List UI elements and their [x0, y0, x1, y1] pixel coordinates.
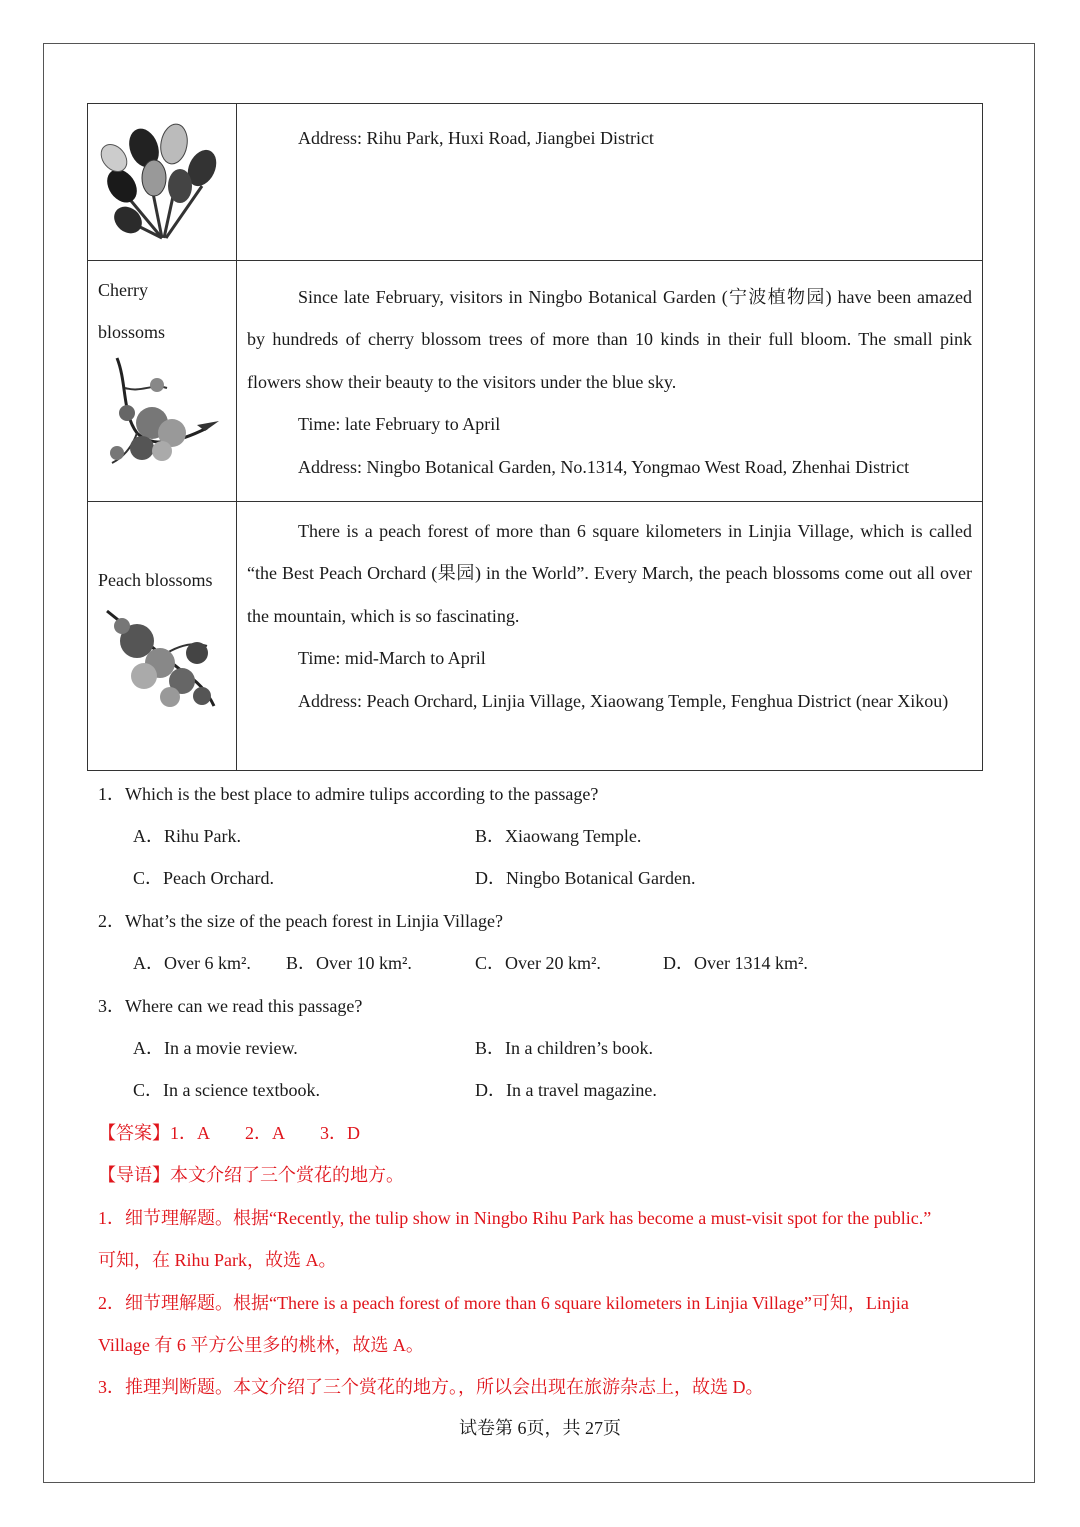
question-2-option-b[interactable]: B．Over 10 km². [286, 953, 412, 973]
question-2-option-d[interactable]: D．Over 1314 km². [663, 953, 808, 973]
question-1-option-d[interactable]: D．Ningbo Botanical Garden. [475, 868, 696, 888]
explanation-3: 3．推理判断题。本文介绍了三个赏花的地方。，所以会出现在旅游杂志上，故选 D。 [98, 1377, 764, 1397]
table-row-peach [88, 502, 983, 771]
peach-paragraph: There is a peach forest of more than 6 square kilometers in Linjia Village, which is called “the Best Peach Orchard (果园) in the World”. Every March, the peach blossoms come out all over the mountain, which is so fascinating. [246, 521, 972, 626]
tulip-address: Address: Rihu Park, Huxi Road, Jiangbei District [297, 128, 654, 148]
peach-address: Address: Peach Orchard, Linjia Village, Xiaowang Temple, Fenghua District (near Xikou) [297, 690, 949, 711]
page-footer: 试卷第 6页，共 27页 [459, 1418, 621, 1438]
flower-table [87, 103, 983, 771]
table-row-tulips [88, 104, 983, 261]
explanation-1-line2: 可知，在 Rihu Park，故选 A。 [98, 1250, 337, 1270]
table-row-cherry [88, 261, 983, 502]
explanation-2-line2: Village 有 6 平方公里多的桃林，故选 A。 [98, 1335, 424, 1355]
cherry-blossom-image [97, 353, 227, 473]
cherry-description-cell [236, 261, 982, 502]
tulip-image [92, 108, 232, 258]
cherry-name-line2: blossoms [98, 322, 166, 342]
question-2-stem: 2．What’s the size of the peach forest in Linjia Village? [98, 911, 503, 931]
question-2-option-c[interactable]: C．Over 20 km². [475, 953, 601, 973]
explanation-1-line1: 1．细节理解题。根据“Recently, the tulip show in Ningbo Rihu Park has become a must-visit spot for the public.” [98, 1208, 932, 1228]
question-3-option-a[interactable]: A．In a movie review. [133, 1038, 298, 1058]
peach-name-cell [88, 502, 237, 771]
question-1-option-b[interactable]: B．Xiaowang Temple. [475, 826, 642, 846]
cherry-address: Address: Ningbo Botanical Garden, No.1314, Yongmao West Road, Zhenhai District [297, 456, 910, 477]
answer-intro: 【导语】本文介绍了三个赏花的地方。 [98, 1165, 404, 1185]
cherry-name-cell [88, 261, 237, 502]
answer-line: 【答案】1．A 2．A 3．D [98, 1123, 361, 1143]
peach-time: Time: mid-March to April [297, 648, 486, 669]
question-3-option-c[interactable]: C．In a science textbook. [133, 1080, 320, 1100]
cherry-time: Time: late February to April [297, 414, 501, 435]
cherry-paragraph: Since late February, visitors in Ningbo Botanical Garden (宁波植物园) have been amazed by hundreds of cherry blossom trees of more than 10 kinds in their full bloom. The small pink flowers show their beauty to the visitors under the blue sky. [246, 287, 972, 392]
cherry-name-line1: Cherry [98, 280, 148, 300]
question-3-option-d[interactable]: D．In a travel magazine. [475, 1080, 657, 1100]
question-1-option-a[interactable]: A．Rihu Park. [133, 826, 241, 846]
tulip-name-cell [88, 104, 237, 261]
peach-description-cell [236, 502, 982, 771]
question-3-option-b[interactable]: B．In a children’s book. [475, 1038, 653, 1058]
question-3-stem: 3．Where can we read this passage? [98, 996, 363, 1016]
peach-blossom-image [102, 601, 222, 716]
question-2-option-a[interactable]: A．Over 6 km². [133, 953, 251, 973]
question-1-option-c[interactable]: C．Peach Orchard. [133, 868, 274, 888]
question-1-stem: 1．Which is the best place to admire tulips according to the passage? [98, 784, 599, 804]
peach-name: Peach blossoms [98, 570, 213, 590]
explanation-2-line1: 2．细节理解题。根据“There is a peach forest of more than 6 square kilometers in Linjia Village”可知，Linjia [98, 1293, 909, 1313]
tulip-description-cell [236, 104, 982, 261]
